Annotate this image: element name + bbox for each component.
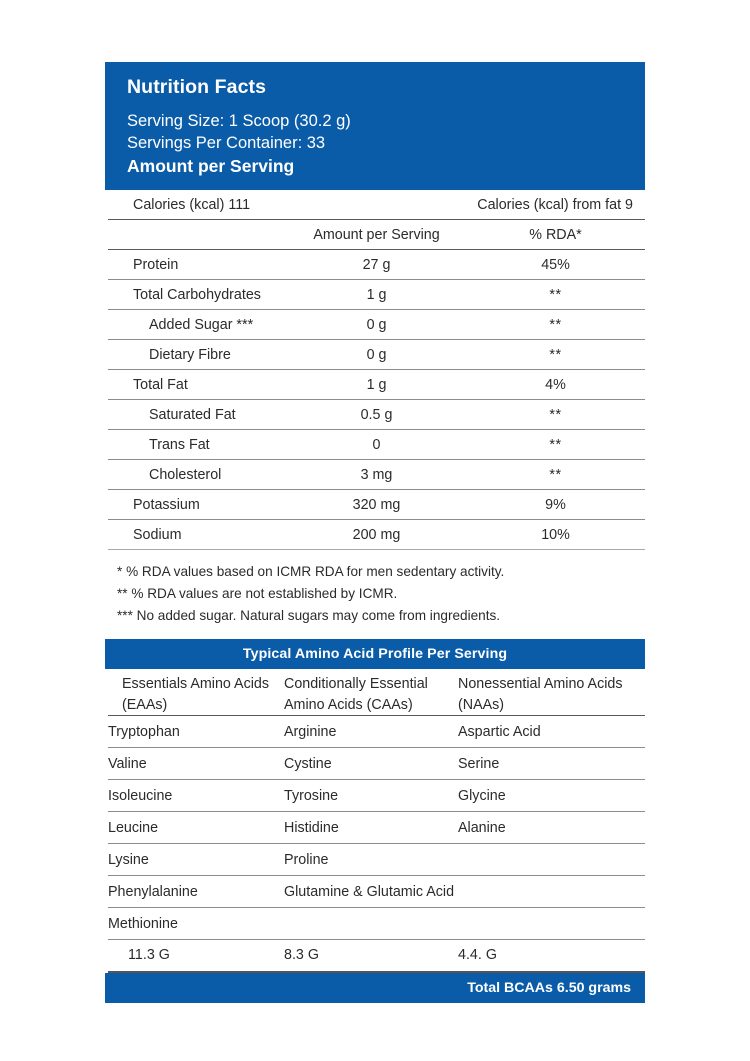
amino-acid-caa-cell: Arginine (284, 716, 458, 748)
nutrient-name: Added Sugar *** (108, 310, 287, 340)
nutrition-row (108, 250, 645, 280)
nutrient-rda: ** (466, 460, 645, 490)
column-header-amount: Amount per Serving (287, 220, 466, 250)
nutrition-row (108, 340, 645, 370)
amino-acid-eaa-cell: Isoleucine (108, 780, 284, 812)
amino-acid-caa-cell: Glutamine & Glutamic Acid (284, 876, 645, 908)
footnote: * % RDA values based on ICMR RDA for men sedentary activity. (117, 564, 505, 580)
nutrition-table (108, 190, 645, 551)
total-bcaa-footer: Total BCAAs 6.50 grams (105, 973, 645, 1003)
nutrient-amount: 0 (287, 430, 466, 460)
amino-col-header-eaa: Essentials Amino Acids (EAAs) (108, 669, 284, 715)
nutrient-name: Saturated Fat (108, 400, 287, 430)
nutrient-name: Sodium (108, 520, 287, 550)
nutrient-name: Potassium (108, 490, 287, 520)
amino-acid-header-row (108, 669, 645, 715)
amino-acid-eaa-cell: Methionine (108, 908, 284, 940)
amino-acid-naa-cell: Aspartic Acid (458, 716, 645, 748)
amino-acid-section (105, 639, 645, 1002)
amino-acid-rows-body (108, 716, 645, 972)
calories-value: Calories (kcal) 111 (108, 190, 466, 220)
nutrient-rda: 10% (466, 520, 645, 550)
amino-acid-caa-cell (284, 908, 458, 940)
nutrient-name: Total Carbohydrates (108, 280, 287, 310)
amino-acid-caa-cell: Proline (284, 844, 458, 876)
footnotes-block (117, 561, 645, 627)
amino-acid-row (108, 748, 645, 780)
amino-acid-caa-cell: Histidine (284, 812, 458, 844)
amino-acid-row (108, 908, 645, 940)
footnote: *** No added sugar. Natural sugars may come from ingredients. (117, 608, 501, 624)
amino-acid-eaa-cell: Tryptophan (108, 716, 284, 748)
amino-acid-row (108, 844, 645, 876)
nutrient-amount: 3 mg (287, 460, 466, 490)
nutrition-panel (105, 62, 645, 1003)
servings-per-container-text: Servings Per Container: 33 (127, 133, 326, 152)
amino-acid-naa-cell (458, 844, 645, 876)
nutrient-amount: 27 g (287, 250, 466, 280)
calories-row (108, 190, 645, 220)
amino-acid-table (108, 669, 645, 972)
amino-acid-eaa-cell: Lysine (108, 844, 284, 876)
amino-acid-naa-cell: Glycine (458, 780, 645, 812)
amino-col-header-caa: Conditionally Essential Amino Acids (CAAs) (284, 669, 458, 715)
nutrient-name: Protein (108, 250, 287, 280)
amino-acid-caa-cell: Cystine (284, 748, 458, 780)
amino-acid-row (108, 716, 645, 748)
amino-acid-eaa-cell: Valine (108, 748, 284, 780)
nutrition-row (108, 460, 645, 490)
column-header-rda: % RDA* (466, 220, 645, 250)
amino-acid-total-eaa: 11.3 G (108, 940, 284, 972)
nutrition-row (108, 280, 645, 310)
footnote: ** % RDA values are not established by ICMR. (117, 586, 398, 602)
nutrient-name: Dietary Fibre (108, 340, 287, 370)
amino-acid-totals-row (108, 940, 645, 972)
amino-acid-eaa-cell: Leucine (108, 812, 284, 844)
nutrient-name: Total Fat (108, 370, 287, 400)
amino-acid-eaa-cell: Phenylalanine (108, 876, 284, 908)
nutrition-row (108, 430, 645, 460)
nutrition-table-body (108, 190, 645, 250)
amino-acid-naa-cell: Alanine (458, 812, 645, 844)
amino-acid-caa-cell: Tyrosine (284, 780, 458, 812)
nutrient-rda: 45% (466, 250, 645, 280)
amino-acid-naa-cell (458, 908, 645, 940)
amount-per-serving-heading: Amount per Serving (127, 155, 295, 176)
nutrient-rda: ** (466, 340, 645, 370)
column-header-row (108, 220, 645, 250)
nutrition-row (108, 400, 645, 430)
nutrient-name: Trans Fat (108, 430, 287, 460)
nutrient-amount: 1 g (287, 280, 466, 310)
nutrient-rda: 4% (466, 370, 645, 400)
serving-size-text: Serving Size: 1 Scoop (30.2 g) (127, 112, 351, 130)
page-title: Nutrition Facts (127, 76, 267, 98)
column-header-name (108, 220, 287, 250)
nutrient-rda: ** (466, 280, 645, 310)
nutrient-amount: 320 mg (287, 490, 466, 520)
amino-col-header-naa: Nonessential Amino Acids (NAAs) (458, 669, 645, 715)
nutrition-rows-body (108, 250, 645, 550)
nutrient-amount: 0 g (287, 310, 466, 340)
nutrient-amount: 0 g (287, 340, 466, 370)
amino-acid-head-body (108, 669, 645, 715)
amino-acid-row (108, 812, 645, 844)
amino-acid-banner: Typical Amino Acid Profile Per Serving (105, 639, 645, 669)
nutrient-rda: 9% (466, 490, 645, 520)
amino-acid-row (108, 876, 645, 908)
nutrition-row (108, 310, 645, 340)
amino-acid-naa-cell: Serine (458, 748, 645, 780)
nutrient-rda: ** (466, 310, 645, 340)
amino-acid-total-naa: 4.4. G (458, 940, 645, 972)
nutrient-amount: 0.5 g (287, 400, 466, 430)
nutrition-row (108, 370, 645, 400)
nutrient-rda: ** (466, 400, 645, 430)
nutrition-facts-header (105, 62, 645, 190)
nutrition-row (108, 520, 645, 550)
calories-from-fat-value: Calories (kcal) from fat 9 (466, 190, 645, 220)
nutrient-amount: 200 mg (287, 520, 466, 550)
nutrient-amount: 1 g (287, 370, 466, 400)
amino-acid-row (108, 780, 645, 812)
nutrient-name: Cholesterol (108, 460, 287, 490)
nutrient-rda: ** (466, 430, 645, 460)
amino-acid-total-caa: 8.3 G (284, 940, 458, 972)
nutrition-row (108, 490, 645, 520)
